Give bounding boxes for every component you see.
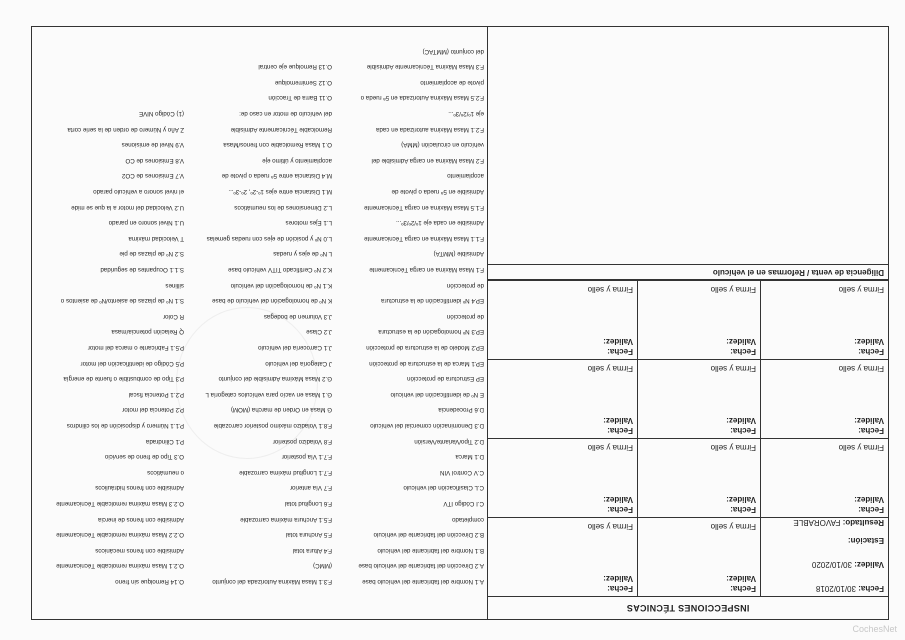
spec-item: U.2 Velocidad del motor a la que se mide	[71, 203, 184, 211]
spec-item: K Nº de homologación del vehículo de base	[212, 297, 332, 305]
spec-item: K.1 Nº de homologación del vehículo	[230, 281, 332, 289]
spec-item: completado	[452, 515, 484, 523]
spec-item: O.2.2 Masa máxima remolcable Técnicamente	[56, 531, 184, 539]
firma-label: Firma y sello	[838, 285, 884, 294]
spec-item: F.1.1 Masa Máxima en carga Técnicamente	[364, 234, 484, 242]
spec-item: Q Relación potencia/masa	[111, 328, 184, 336]
spec-item: O.2.1 Masa máxima remolcable Técnicamente	[56, 562, 184, 570]
spec-item: F.5 Anchura total	[285, 531, 332, 539]
spec-item: el nivel sonoro a vehículo parado	[93, 188, 184, 195]
spec-item: vehículo en circulación (MMA)	[401, 141, 484, 149]
inspection-row-3	[488, 359, 888, 438]
spec-item: EP.3 Nº homologación de la estructura	[378, 328, 484, 336]
inspections-title: INSPECCIONES TÉCNICAS	[488, 596, 888, 619]
resultado-label: Resultado:	[842, 518, 884, 527]
spec-item: F.1 Masa Máxima en carga Técnicamente	[369, 266, 484, 273]
validez-value: 30/10/2020	[811, 560, 852, 569]
spec-item: D.1 Marca	[455, 453, 484, 461]
fecha-label: Fecha:	[607, 426, 633, 435]
spec-item: F.7 Vía anterior	[290, 484, 332, 492]
spec-item: O.3 Tipo de freno de servicio	[104, 453, 184, 461]
validez-label: Validez:	[854, 416, 884, 425]
inspection-cell-10	[760, 281, 888, 359]
spec-item: F.3 Masa Máxima Técnicamente Admisible	[366, 63, 484, 71]
spec-item: O.12 Semirremolque	[274, 78, 332, 86]
spec-item: B.1 Nombre del fabricante del vehículo	[377, 546, 484, 554]
inspection-cell-1	[760, 518, 888, 596]
inspection-cell-7	[760, 360, 888, 438]
inspection-cell-11	[637, 281, 760, 359]
spec-item: P.2.1 Potencia fiscal	[128, 390, 184, 398]
validez-label: Validez:	[726, 416, 756, 425]
spec-item: U.1 Nivel sonoro en parado	[108, 219, 184, 227]
fecha-label: Fecha:	[607, 347, 633, 356]
fecha-label: Fecha:	[607, 584, 633, 593]
validez-label: Validez:	[726, 337, 756, 346]
spec-item: Remolcable Técnicamente Admisible	[230, 125, 332, 133]
spec-item: del conjunto (MMTAC)	[422, 47, 484, 55]
spec-item: J.3 Volumen de bodegas	[263, 312, 332, 320]
spec-item: sillines	[165, 281, 184, 289]
specs-panel	[32, 27, 488, 619]
inspection-row-4	[488, 280, 888, 359]
spec-item: S.1 Nº de plazas de asiento/Nº de asientos o	[60, 297, 184, 305]
inspection-cell-4	[760, 439, 888, 517]
spec-item: Admisible con frenos mecánicos	[95, 546, 184, 554]
spec-item: F.6 Longitud total	[284, 500, 332, 507]
spec-item: F.3.1 Masa Máxima Autorizada del conjunto	[212, 578, 332, 585]
validez-label: Validez:	[726, 574, 756, 583]
spec-item: D.2 Tipo/Variante/Versión	[414, 437, 484, 445]
spec-item: (MMC)	[313, 562, 332, 570]
spec-item: P.5.1 Fabricante o marca del motor	[87, 344, 184, 351]
spec-item: EP.1 Marca de la estructura de protección	[369, 359, 484, 367]
inspection-cell-9	[488, 360, 637, 438]
fecha-label: Fecha:	[858, 347, 884, 356]
spec-item: O.1 Masa Remolcable con frenos/Masa	[223, 141, 332, 149]
spec-item: F.7.1 Longitud máxima carrozable	[239, 468, 332, 476]
spec-item: F.1.5 Masa Máxima en carga Técnicamente	[364, 203, 484, 211]
estacion-label: Estación:	[847, 536, 884, 545]
spec-item: R Color	[163, 312, 184, 320]
fecha-label: Fecha:	[858, 426, 884, 435]
validez-label: Validez:	[603, 495, 633, 504]
spec-item: del vehículo de motor en caso de:	[239, 110, 332, 117]
firma-label: Firma y sello	[710, 443, 756, 452]
spec-item: G.1 Masa en vacío para vehículos categoría L	[205, 390, 332, 398]
spec-item: O.14 Remolque sin freno	[115, 578, 184, 585]
spec-item: L.0 Nº y posición de ejes con ruedas gemelas	[206, 234, 332, 242]
spec-item: F.8 Voladizo posterior	[272, 437, 332, 445]
inspections-panel	[487, 27, 888, 619]
spec-item: D.3 Denominación comercial del vehículo	[370, 422, 484, 429]
spec-item: Admisible en cada eje 1º/2º/3º...	[396, 219, 484, 227]
spec-item: (1) Código NIVE	[138, 110, 184, 117]
spec-item: EP.4 Nº identificación de la estructura	[381, 297, 484, 305]
spec-item: Admisible (MMTA)	[433, 250, 484, 258]
inspection-cell-2	[637, 518, 760, 596]
inspection-cell-5	[637, 439, 760, 517]
spec-item: J.2 Clase	[306, 328, 332, 336]
firma-label: Firma y sello	[710, 285, 756, 294]
spec-item: V.7 Emisiones de CO2	[121, 172, 184, 180]
spec-item: P.5 Código de identificación del motor	[80, 359, 184, 367]
inspection-cell-6	[488, 439, 637, 517]
spec-item: de protección	[446, 281, 484, 289]
inspection-row-1	[488, 517, 888, 596]
spec-item: EP.2 Modelo de la estructura de protección	[366, 344, 484, 351]
validez-label: Validez:	[603, 416, 633, 425]
validez-label: Validez:	[603, 574, 633, 583]
spec-item: J Categoría del vehículo	[265, 359, 332, 367]
spec-item: J.1 Carrocería del vehículo	[258, 344, 332, 351]
spec-item: V.9 Nivel de emisiones	[121, 141, 184, 149]
spec-item: F.5.1 Anchura máxima carrozable	[240, 515, 332, 523]
firma-label: Firma y sello	[587, 364, 633, 373]
spec-item: P.3 Tipo de combustible o fuente de energía	[63, 375, 184, 383]
spec-item: M.1 Distancia entre ejes 1º-2º, 2º-3º...	[228, 188, 332, 195]
validez-label: Validez:	[603, 337, 633, 346]
firma-label: Firma y sello	[710, 364, 756, 373]
spec-item: K.2 Nº Certificado TITV vehículo base	[228, 266, 332, 273]
spec-item: eje 1º/2º/3º...	[448, 110, 484, 117]
validez-label: Validez:	[854, 495, 884, 504]
validez-label: Validez:	[726, 495, 756, 504]
spec-item: F.2.5 Masa Máxima Autorizada en 5ª rueda o	[360, 94, 484, 102]
firma-label: Firma y sello	[587, 285, 633, 294]
spec-item: G.2 Masa Máxima Admisible del conjunto	[218, 375, 332, 383]
firma-label: Firma y sello	[587, 443, 633, 452]
inspection-cell-12	[488, 281, 637, 359]
watermark-logo: CochesNet	[852, 624, 897, 634]
spec-item: L Nº de ejes y ruedas	[273, 250, 332, 258]
spec-item: E Nº de identificación del vehículo	[390, 390, 484, 398]
spec-item: EP Estructura de protección	[407, 375, 484, 383]
spec-item: C.L Clasificación del vehículo	[403, 484, 484, 492]
spec-item: F.7.1 Vía posterior	[281, 453, 332, 461]
spec-item: A.2 Dirección del fabricante del vehículo base	[358, 562, 484, 570]
spec-item: F.4 Altura total	[292, 546, 332, 554]
spec-item: acoplamiento	[447, 172, 484, 180]
spec-item: P.1 Cilindrada	[145, 437, 184, 445]
spec-item: T Velocidad máxima	[128, 234, 184, 242]
spec-item: P.1.1 Número y disposición de los cilindros	[66, 422, 184, 429]
fecha-label: Fecha:	[607, 505, 633, 514]
inspection-cell-8	[637, 360, 760, 438]
spec-item: M.4 Distancia entre 5ª rueda o pivote de	[221, 172, 332, 180]
resultado-value: FAVORABLE	[793, 518, 841, 527]
fecha-value: 30/10/2018	[815, 584, 856, 593]
spec-item: pivote de acoplamiento	[420, 78, 484, 86]
spec-item: V.8 Emisiones de CO	[125, 156, 184, 164]
validez-label: Validez:	[854, 560, 884, 569]
spec-item: P.2 Potencia del motor	[122, 406, 184, 414]
spec-item: A.1 Nombre del fabricante del vehículo base	[362, 578, 484, 585]
firma-label: Firma y sello	[838, 443, 884, 452]
spec-item: C.V Control VIN	[439, 468, 484, 476]
spec-item: S.1.1 Ocupantes de seguridad	[100, 266, 184, 273]
validez-label: Validez:	[854, 337, 884, 346]
spec-item: F.2.1 Masa Máxima autorizada en cada	[376, 125, 484, 133]
inspection-row-2	[488, 438, 888, 517]
spec-item: F.8.1 Voladizo máximo posterior carrozable	[213, 422, 332, 429]
fecha-label: Fecha:	[858, 505, 884, 514]
spec-item: Admisible en 5ª rueda o pivote de	[391, 188, 484, 195]
spec-item: F.2 Masa Máxima en carga Admisible del	[371, 156, 484, 164]
spec-item: D.6 Procedencia	[438, 406, 484, 414]
inspection-cell-3	[488, 518, 637, 596]
spec-item: o neumáticos	[147, 468, 184, 476]
spec-item: O.13 Remolque eje central	[258, 63, 332, 71]
fecha-label: Fecha:	[730, 426, 756, 435]
fecha-label: Fecha:	[730, 584, 756, 593]
spec-item: Admisible con frenos hidráulicos	[95, 484, 184, 492]
spec-item: de protección	[446, 312, 484, 320]
fecha-label: Fecha:	[858, 584, 884, 593]
firma-label: Firma y sello	[838, 364, 884, 373]
spec-item: L.1 Ejes motores	[285, 219, 332, 227]
spec-item: L.2 Dimensiones de los neumáticos	[234, 203, 332, 211]
spec-item: acoplamiento y último eje	[262, 156, 332, 164]
spec-item: O.2.3 Masa máxima remolcable Técnicamente	[56, 500, 184, 507]
fecha-label: Fecha:	[730, 347, 756, 356]
spec-item: S.2 Nº de plazas de pie	[119, 250, 184, 258]
spec-item: Admisible con frenos de inercia	[98, 515, 184, 523]
firma-label: Firma y sello	[710, 522, 756, 531]
spec-item: Z Año y Número de orden de la serie corta	[67, 125, 184, 133]
diligencia-header: Diligencia de venta / Reformas en el vehículo	[488, 264, 888, 280]
fecha-label: Fecha:	[730, 505, 756, 514]
firma-label: Firma y sello	[587, 522, 633, 531]
spec-item: B.2 Dirección del fabricante del vehículo	[373, 531, 484, 539]
document-frame	[31, 26, 889, 620]
spec-item: G Masa en Orden de marcha (MOM)	[230, 406, 332, 414]
spec-item: O.11 Barra de Tracción	[268, 94, 332, 102]
spec-item: C.I Código ITV	[443, 500, 484, 507]
